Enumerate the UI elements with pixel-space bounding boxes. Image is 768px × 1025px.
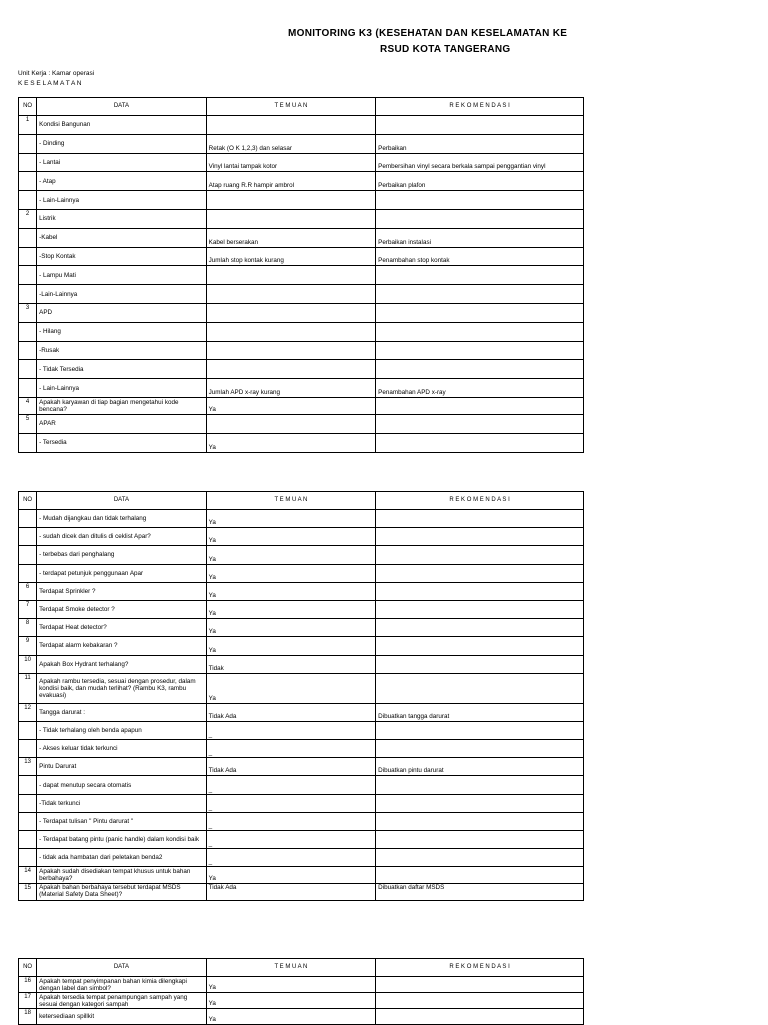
cell-no — [19, 322, 37, 341]
cell-no — [19, 564, 37, 582]
table-row — [19, 794, 584, 812]
cell-data: -Lain-Lainnya — [37, 285, 207, 304]
cell-temuan: Ya — [206, 510, 376, 528]
cell-temuan: Ya — [206, 673, 376, 703]
cell-no: 15 — [19, 884, 37, 901]
cell-data: - Dinding — [37, 134, 207, 153]
cell-data: Pintu Darurat — [37, 758, 207, 776]
cell-data: - Tersedia — [37, 433, 207, 452]
cell-no — [19, 228, 37, 247]
col-header-no: NO — [19, 98, 37, 116]
cell-temuan: Tidak Ada — [206, 703, 376, 721]
cell-data: - sudah dicek dan ditulis di ceklist Apar? — [37, 528, 207, 546]
cell-temuan — [206, 303, 376, 322]
cell-data: - Lantai — [37, 153, 207, 172]
cell-rekomendasi — [376, 740, 584, 758]
cell-data: - dapat menutup secara otomatis — [37, 776, 207, 794]
cell-rekomendasi — [376, 619, 584, 637]
cell-rekomendasi — [376, 303, 584, 322]
cell-rekomendasi — [376, 776, 584, 794]
cell-temuan: _ — [206, 831, 376, 849]
cell-rekomendasi — [376, 209, 584, 228]
table-row — [19, 703, 584, 721]
cell-rekomendasi — [376, 1009, 584, 1025]
table-keselamatan-1 — [18, 97, 584, 453]
cell-data: -Rusak — [37, 341, 207, 360]
cell-no — [19, 546, 37, 564]
cell-no — [19, 172, 37, 191]
cell-rekomendasi — [376, 867, 584, 884]
cell-no — [19, 776, 37, 794]
table-row — [19, 266, 584, 285]
cell-temuan — [206, 414, 376, 433]
document-title: MONITORING K3 (KESEHATAN DAN KESELAMATAN KE — [288, 28, 568, 39]
cell-no: 13 — [19, 758, 37, 776]
cell-no — [19, 266, 37, 285]
table-row — [19, 655, 584, 673]
cell-no: 6 — [19, 582, 37, 600]
col-header-data: DATA — [37, 959, 207, 977]
cell-rekomendasi — [376, 600, 584, 618]
cell-rekomendasi — [376, 433, 584, 452]
table-row — [19, 831, 584, 849]
cell-no: 12 — [19, 703, 37, 721]
cell-no — [19, 721, 37, 739]
cell-data: - terdapat petunjuk penggunaan Apar — [37, 564, 207, 582]
cell-data: ketersediaan spillkit — [37, 1009, 207, 1025]
cell-temuan: Jumlah APD x-ray kurang — [206, 379, 376, 398]
cell-data: Apakah tempat penyimpanan bahan kimia dilengkapi dengan label dan simbol? — [37, 977, 207, 993]
cell-data: -Kabel — [37, 228, 207, 247]
cell-rekomendasi — [376, 831, 584, 849]
cell-no: 2 — [19, 209, 37, 228]
cell-rekomendasi — [376, 582, 584, 600]
table-row — [19, 867, 584, 884]
table-row — [19, 1009, 584, 1025]
cell-no: 16 — [19, 977, 37, 993]
cell-temuan: Ya — [206, 619, 376, 637]
cell-temuan: Retak (O K 1,2,3) dan selasar — [206, 134, 376, 153]
cell-data: Tangga darurat : — [37, 703, 207, 721]
cell-data: Listrik — [37, 209, 207, 228]
cell-temuan — [206, 322, 376, 341]
cell-data: Kondisi Bangunan — [37, 116, 207, 135]
cell-no: 4 — [19, 397, 37, 414]
table-row — [19, 637, 584, 655]
cell-rekomendasi — [376, 414, 584, 433]
table-row — [19, 528, 584, 546]
cell-temuan: Ya — [206, 867, 376, 884]
table-row — [19, 360, 584, 379]
cell-data: Terdapat Smoke detector ? — [37, 600, 207, 618]
cell-no — [19, 831, 37, 849]
col-header-data: DATA — [37, 492, 207, 510]
table-row — [19, 153, 584, 172]
cell-data: - Hilang — [37, 322, 207, 341]
cell-no: 7 — [19, 600, 37, 618]
cell-rekomendasi — [376, 191, 584, 210]
cell-no — [19, 341, 37, 360]
table-row — [19, 758, 584, 776]
cell-no: 11 — [19, 673, 37, 703]
cell-data: - Atap — [37, 172, 207, 191]
cell-data: Apakah Box Hydrant terhalang? — [37, 655, 207, 673]
cell-rekomendasi — [376, 116, 584, 135]
cell-no: 1 — [19, 116, 37, 135]
table-row — [19, 228, 584, 247]
cell-data: Apakah tersedia tempat penampungan sampah yang sesuai dengan kategori sampah — [37, 993, 207, 1009]
cell-data: Apakah rambu tersedia, sesuai dengan prosedur, dalam kondisi baik, dan mudah terlihat? (Rambu K3, rambu evakuasi) — [37, 673, 207, 703]
table-row — [19, 776, 584, 794]
cell-rekomendasi: Pembersihan vinyl secara berkala sampai penggantian vinyl — [376, 153, 584, 172]
cell-temuan: Ya — [206, 977, 376, 993]
cell-data: APAR — [37, 414, 207, 433]
cell-rekomendasi — [376, 993, 584, 1009]
cell-rekomendasi — [376, 794, 584, 812]
cell-temuan — [206, 191, 376, 210]
cell-data: - Lain-Lainnya — [37, 191, 207, 210]
cell-rekomendasi — [376, 673, 584, 703]
table-row — [19, 414, 584, 433]
cell-temuan: Ya — [206, 1009, 376, 1025]
table-row — [19, 993, 584, 1009]
cell-temuan: Jumlah stop kontak kurang — [206, 247, 376, 266]
cell-temuan — [206, 285, 376, 304]
cell-no — [19, 134, 37, 153]
table-row — [19, 740, 584, 758]
cell-temuan: Ya — [206, 582, 376, 600]
table-row — [19, 721, 584, 739]
cell-rekomendasi: Perbaikan plafon — [376, 172, 584, 191]
table-row — [19, 134, 584, 153]
cell-no — [19, 379, 37, 398]
cell-no: 3 — [19, 303, 37, 322]
cell-rekomendasi: Dibuatkan pintu darurat — [376, 758, 584, 776]
cell-data: -Stop Kontak — [37, 247, 207, 266]
col-header-temuan: T E M U A N — [206, 959, 376, 977]
cell-rekomendasi — [376, 812, 584, 830]
table-row — [19, 673, 584, 703]
cell-data: APD — [37, 303, 207, 322]
cell-no — [19, 740, 37, 758]
cell-data: - Akses keluar tidak terkunci — [37, 740, 207, 758]
cell-no: 18 — [19, 1009, 37, 1025]
cell-no — [19, 247, 37, 266]
cell-rekomendasi — [376, 360, 584, 379]
cell-data: Terdapat Heat detector? — [37, 619, 207, 637]
cell-temuan: Atap ruang R.R hampir ambrol — [206, 172, 376, 191]
table-row — [19, 172, 584, 191]
cell-data: Apakah bahan berbahaya tersebut terdapat MSDS (Material Safety Data Sheet)? — [37, 884, 207, 901]
table-row — [19, 600, 584, 618]
cell-rekomendasi — [376, 655, 584, 673]
cell-no — [19, 360, 37, 379]
cell-rekomendasi — [376, 341, 584, 360]
table-row — [19, 379, 584, 398]
cell-rekomendasi — [376, 397, 584, 414]
section-label: K E S E L A M A T A N — [18, 80, 82, 87]
cell-temuan: Tidak — [206, 655, 376, 673]
cell-data: - Terdapat batang pintu (panic handle) dalam kondisi baik — [37, 831, 207, 849]
col-header-no: NO — [19, 959, 37, 977]
cell-data: - Mudah dijangkau dan tidak terhalang — [37, 510, 207, 528]
cell-rekomendasi — [376, 546, 584, 564]
cell-data: - Lain-Lainnya — [37, 379, 207, 398]
cell-no — [19, 153, 37, 172]
table-row — [19, 849, 584, 867]
cell-no — [19, 285, 37, 304]
cell-rekomendasi — [376, 510, 584, 528]
cell-temuan: _ — [206, 794, 376, 812]
table-row — [19, 977, 584, 993]
cell-temuan: _ — [206, 740, 376, 758]
header-row — [19, 959, 584, 977]
cell-data: - terbebas dari penghalang — [37, 546, 207, 564]
cell-temuan — [206, 360, 376, 379]
cell-data: Terdapat alarm kebakaran ? — [37, 637, 207, 655]
table-row — [19, 812, 584, 830]
cell-temuan: Ya — [206, 637, 376, 655]
table-row — [19, 209, 584, 228]
cell-rekomendasi — [376, 322, 584, 341]
cell-data: - Tidak terhalang oleh benda apapun — [37, 721, 207, 739]
table-row — [19, 397, 584, 414]
cell-no — [19, 849, 37, 867]
cell-no — [19, 191, 37, 210]
table-row — [19, 247, 584, 266]
hospital-name: RSUD KOTA TANGERANG — [380, 44, 511, 55]
table-row — [19, 510, 584, 528]
table-row — [19, 116, 584, 135]
col-header-rekomendasi: R E K O M E N D A S I — [376, 98, 584, 116]
table-row — [19, 884, 584, 901]
cell-temuan: _ — [206, 721, 376, 739]
cell-rekomendasi: Dibuatkan daftar MSDS — [376, 884, 584, 901]
cell-temuan: Vinyl lantai tampak kotor — [206, 153, 376, 172]
cell-temuan: _ — [206, 812, 376, 830]
cell-rekomendasi — [376, 637, 584, 655]
cell-rekomendasi: Penambahan stop kontak — [376, 247, 584, 266]
cell-data: Apakah karyawan di tiap bagian mengetahui kode bencana? — [37, 397, 207, 414]
cell-temuan: Ya — [206, 600, 376, 618]
cell-rekomendasi — [376, 977, 584, 993]
cell-no — [19, 794, 37, 812]
table-row — [19, 322, 584, 341]
header-row — [19, 98, 584, 116]
table-row — [19, 191, 584, 210]
cell-temuan: Kabel berserakan — [206, 228, 376, 247]
cell-no: 9 — [19, 637, 37, 655]
cell-temuan — [206, 116, 376, 135]
col-header-no: NO — [19, 492, 37, 510]
cell-no: 5 — [19, 414, 37, 433]
cell-data: - tidak ada hambatan dari peletakan benda2 — [37, 849, 207, 867]
col-header-temuan: T E M U A N — [206, 98, 376, 116]
cell-temuan: Tidak Ada — [206, 758, 376, 776]
cell-rekomendasi: Dibuatkan tangga darurat — [376, 703, 584, 721]
cell-rekomendasi: Penambahan APD x-ray — [376, 379, 584, 398]
header-row — [19, 492, 584, 510]
cell-rekomendasi — [376, 849, 584, 867]
table-row — [19, 564, 584, 582]
col-header-data: DATA — [37, 98, 207, 116]
cell-temuan: Ya — [206, 564, 376, 582]
cell-temuan: Tidak Ada — [206, 884, 376, 901]
table-row — [19, 619, 584, 637]
unit-kerja: Unit Kerja : Kamar operasi — [18, 70, 95, 77]
cell-rekomendasi — [376, 266, 584, 285]
col-header-temuan: T E M U A N — [206, 492, 376, 510]
table-row — [19, 341, 584, 360]
cell-no — [19, 812, 37, 830]
cell-temuan — [206, 341, 376, 360]
table-row — [19, 546, 584, 564]
cell-no — [19, 528, 37, 546]
cell-rekomendasi — [376, 721, 584, 739]
cell-rekomendasi: Perbaikan instalasi — [376, 228, 584, 247]
cell-no — [19, 433, 37, 452]
cell-no: 8 — [19, 619, 37, 637]
cell-data: - Tidak Tersedia — [37, 360, 207, 379]
table-keselamatan-3 — [18, 958, 584, 1025]
cell-data: - Terdapat tulisan " Pintu darurat " — [37, 812, 207, 830]
cell-data: - Lampu Mati — [37, 266, 207, 285]
cell-temuan: Ya — [206, 433, 376, 452]
cell-data: Terdapat Sprinkler ? — [37, 582, 207, 600]
cell-temuan: Ya — [206, 528, 376, 546]
cell-data: Apakah sudah disediakan tempat khusus untuk bahan berbahaya? — [37, 867, 207, 884]
cell-temuan: Ya — [206, 397, 376, 414]
cell-temuan: Ya — [206, 993, 376, 1009]
col-header-rekomendasi: R E K O M E N D A S I — [376, 492, 584, 510]
cell-temuan: _ — [206, 849, 376, 867]
cell-no: 17 — [19, 993, 37, 1009]
table-row — [19, 285, 584, 304]
table-keselamatan-2 — [18, 491, 584, 901]
cell-rekomendasi — [376, 285, 584, 304]
cell-rekomendasi — [376, 564, 584, 582]
cell-rekomendasi — [376, 528, 584, 546]
cell-data: -Tidak terkunci — [37, 794, 207, 812]
cell-temuan: _ — [206, 776, 376, 794]
cell-no: 14 — [19, 867, 37, 884]
table-row — [19, 433, 584, 452]
cell-temuan — [206, 266, 376, 285]
cell-rekomendasi: Perbaikan — [376, 134, 584, 153]
table-row — [19, 582, 584, 600]
cell-temuan: Ya — [206, 546, 376, 564]
cell-no — [19, 510, 37, 528]
cell-temuan — [206, 209, 376, 228]
cell-no: 10 — [19, 655, 37, 673]
table-row — [19, 303, 584, 322]
col-header-rekomendasi: R E K O M E N D A S I — [376, 959, 584, 977]
